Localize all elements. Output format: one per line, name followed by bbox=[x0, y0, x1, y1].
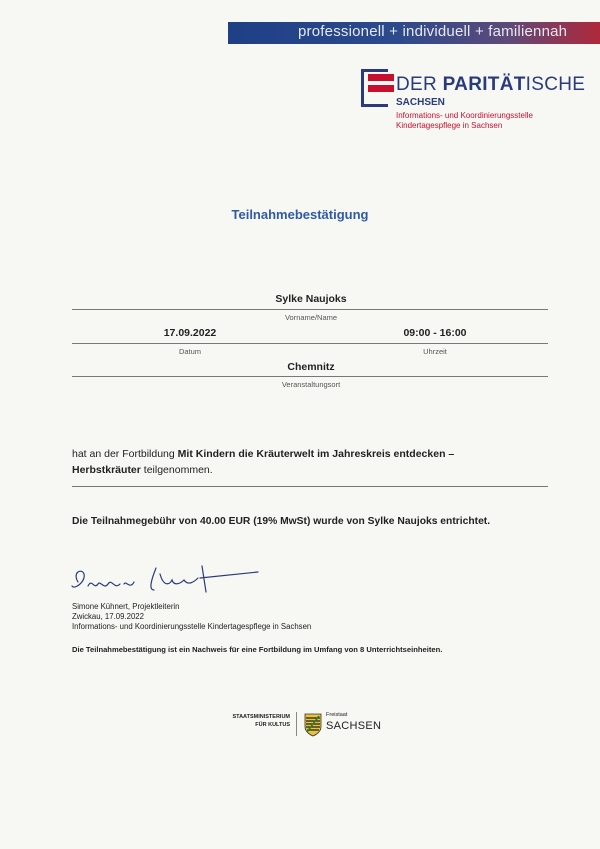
saxony-coat-of-arms-icon bbox=[304, 713, 322, 737]
event-date: 17.09.2022 bbox=[163, 327, 217, 339]
participant-name: Sylke Naujoks bbox=[275, 293, 347, 305]
footer-divider bbox=[296, 712, 297, 736]
state-name: SACHSEN bbox=[326, 720, 382, 732]
state-small-text: Freistaat bbox=[326, 712, 348, 718]
page-title: Teilnahmebestätigung bbox=[231, 207, 369, 222]
ministry-line-1: STAATSMINISTERIUM bbox=[232, 714, 290, 720]
event-place: Chemnitz bbox=[287, 361, 335, 373]
org-full: Informations- und Koordinierungsstelle Kindertagespflege in Sachsen bbox=[72, 622, 312, 631]
logo-red-bar-icon bbox=[368, 85, 394, 92]
divider bbox=[72, 343, 548, 344]
ministry-line-2: FÜR KULTUS bbox=[255, 722, 290, 728]
logo-red-bar-icon bbox=[368, 74, 394, 81]
org-line-2: Kindertagespflege in Sachsen bbox=[396, 121, 503, 130]
divider bbox=[72, 486, 548, 487]
org-line-1: Informations- und Koordinierungsstelle bbox=[396, 111, 533, 120]
divider bbox=[72, 309, 548, 310]
place-label: Veranstaltungsort bbox=[281, 380, 341, 389]
signature-icon bbox=[68, 560, 268, 600]
divider bbox=[72, 376, 548, 377]
logo-subtitle: SACHSEN bbox=[396, 97, 445, 108]
date-label: Datum bbox=[178, 347, 202, 356]
proof-statement: Die Teilnahmebestätigung ist ein Nachweis für eine Fortbildung im Umfang von 8 Unterrichtseinheiten. bbox=[72, 645, 443, 654]
course-statement: hat an der Fortbildung Mit Kindern die Kräuterwelt im Jahreskreis entdecken – Herbstkräuter teilgenommen. bbox=[72, 448, 455, 476]
banner-text: professionell + individuell + familiennah bbox=[298, 23, 568, 40]
event-time: 09:00 - 16:00 bbox=[403, 327, 467, 339]
place-date: Zwickau, 17.09.2022 bbox=[72, 612, 144, 621]
signer-name: Simone Kühnert, Projektleiterin bbox=[72, 602, 180, 611]
signature bbox=[68, 560, 268, 600]
logo-wordmark: DER PARITÄTISCHE bbox=[396, 74, 586, 95]
fee-statement: Die Teilnahmegebühr von 40.00 EUR (19% MwSt) wurde von Sylke Naujoks entrichtet. bbox=[72, 516, 491, 527]
time-label: Uhrzeit bbox=[423, 347, 447, 356]
name-label: Vorname/Name bbox=[284, 313, 338, 322]
header-banner bbox=[228, 22, 600, 44]
